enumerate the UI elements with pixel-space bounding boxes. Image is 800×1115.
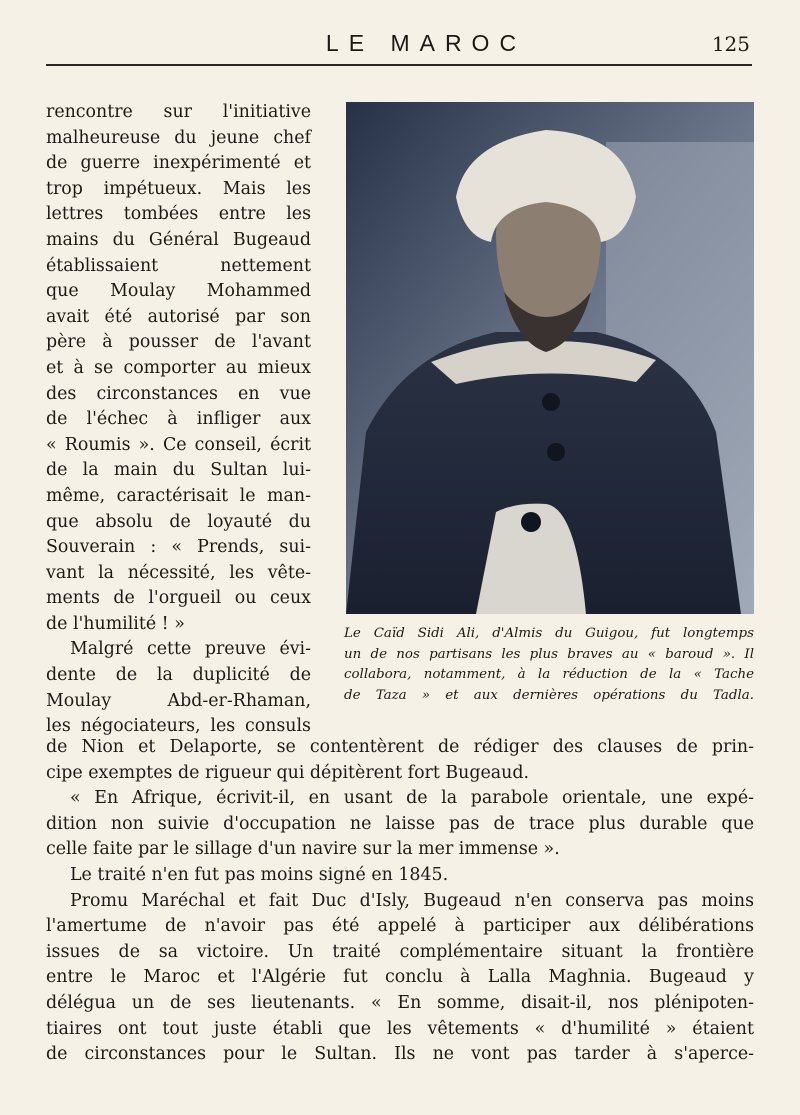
- text-line: de la main du Sultan lui-: [46, 460, 311, 481]
- text-line: rencontre sur l'initiative: [46, 102, 311, 122]
- text-line: et à se comporter au mieux: [46, 357, 311, 378]
- text-line: celle faite par le sillage d'un navire sur la mer immense ».: [46, 839, 560, 860]
- photo-caption: [344, 624, 754, 706]
- running-title: LE MAROC: [325, 30, 527, 56]
- text-line: de l'échec à infliger aux: [46, 409, 311, 430]
- text-line: des circonstances en vue: [46, 383, 311, 404]
- text-line: de guerre inexpérimenté et: [46, 153, 311, 174]
- portrait-photo: [346, 102, 754, 614]
- text-line: même, caractérisait le man-: [46, 485, 311, 506]
- text-line: les négociateurs, les consuls: [46, 716, 311, 737]
- text-line: de l'humilité ! »: [46, 613, 185, 634]
- page-header: [46, 26, 754, 62]
- text-line: de circonstances pour le Sultan. Ils ne vont pas tarder à s'aperce-: [46, 1044, 754, 1065]
- text-line: lettres tombées entre les: [46, 204, 311, 225]
- text-line: de Nion et Delaporte, se contentèrent de rédiger des clauses de prin-: [46, 737, 754, 757]
- caption-line: Le Caïd Sidi Ali, d'Almis du Guigou, fut longtemps: [344, 626, 754, 641]
- text-line: avait été autorisé par son: [46, 306, 311, 327]
- caption-line: de Taza » et aux dernières opérations du Tadla.: [344, 687, 754, 703]
- page-number: 125: [711, 32, 750, 56]
- text-line: tiaires ont tout juste établi que les vêtements « d'humilité » étaient: [46, 1018, 754, 1039]
- caption-line: collabora, notamment, à la réduction de la « Tache: [344, 667, 754, 682]
- text-line: dente de la duplicité de: [46, 665, 311, 686]
- text-line: que absolu de loyauté du: [46, 511, 311, 532]
- text-line: que Moulay Mohammed: [46, 281, 311, 302]
- text-line: mains du Général Bugeaud: [46, 229, 311, 250]
- header-rule: [46, 64, 752, 66]
- text-line: « Roumis ». Ce conseil, écrit: [46, 434, 311, 455]
- text-line: l'amertume de n'avoir pas été appelé à participer aux délibérations: [46, 916, 754, 937]
- text-line: ments de l'orgueil ou ceux: [46, 588, 311, 609]
- left-column-text: [46, 100, 311, 740]
- text-line: vant la nécessité, les vête-: [46, 562, 311, 583]
- caption-line: un de nos partisans les plus braves au « baroud ». Il: [344, 646, 754, 662]
- text-line: Malgré cette preuve évi-: [70, 639, 311, 660]
- text-line: délégua un de ses lieutenants. « En somme, disait-il, nos plénipoten-: [46, 992, 754, 1013]
- text-line: dition non suivie d'occupation ne laisse pas de trace plus durable que: [46, 813, 754, 834]
- text-line: entre le Maroc et l'Algérie fut conclu à Lalla Maghnia. Bugeaud y: [46, 967, 754, 988]
- text-line: cipe exemptes de rigueur qui dépitèrent fort Bugeaud.: [46, 762, 530, 783]
- text-line: « En Afrique, écrivit-il, en usant de la parabole orientale, une expé-: [70, 788, 754, 809]
- text-line: Souverain : « Prends, sui-: [46, 537, 311, 558]
- text-line: établissaient nettement: [46, 255, 311, 276]
- text-line: issues de sa victoire. Un traité complémentaire situant la frontière: [46, 941, 754, 962]
- text-line: trop impétueux. Mais les: [46, 178, 311, 199]
- text-line: Promu Maréchal et fait Duc d'Isly, Bugeaud n'en conserva pas moins: [70, 890, 754, 911]
- text-line: Moulay Abd-er-Rhaman,: [46, 690, 311, 711]
- full-width-text: [46, 735, 754, 1068]
- text-line: Le traité n'en fut pas moins signé en 1845.: [70, 864, 449, 885]
- text-line: malheureuse du jeune chef: [46, 127, 311, 148]
- text-line: père à pousser de l'avant: [46, 332, 311, 353]
